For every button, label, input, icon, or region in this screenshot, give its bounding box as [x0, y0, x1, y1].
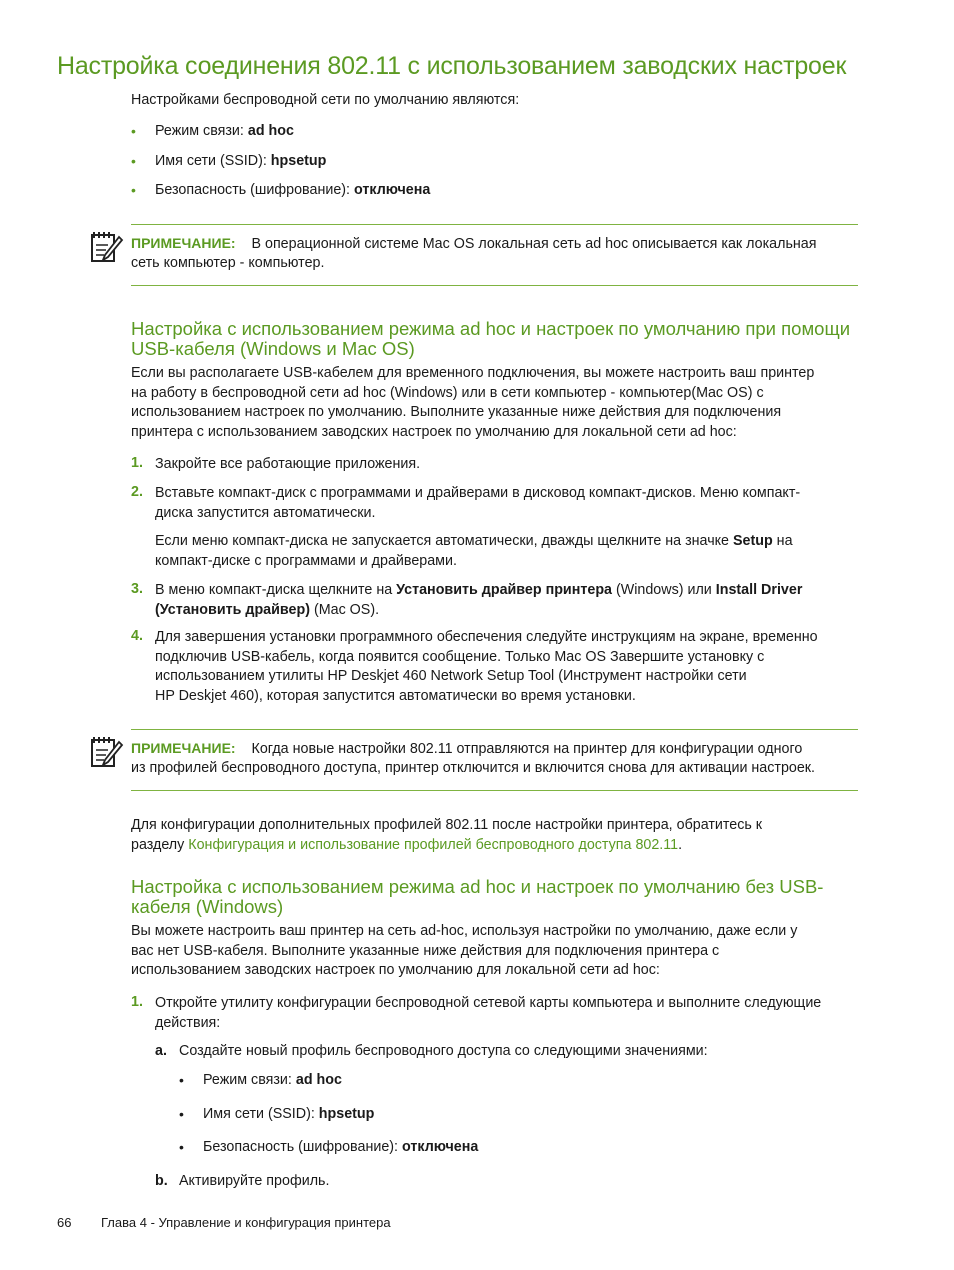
step-number: 1.: [131, 455, 143, 471]
step-number: 3.: [131, 581, 143, 597]
setting-label: Режим связи:: [155, 123, 248, 139]
step-line: HP Deskjet 460), которая запустится автоматически во время установки.: [155, 687, 636, 704]
step-line: Вставьте компакт-диск с программами и драйверами в дисковод компакт-дисков. Меню компакт-: [155, 485, 801, 501]
paragraph-line: принтера с использованием заводских настроек по умолчанию для локальной сети ad hoc:: [131, 423, 737, 440]
setting-value: отключена: [353, 182, 431, 198]
paragraph-line: .: [678, 836, 683, 853]
step-number: 1.: [131, 994, 143, 1010]
note-2: [131, 739, 858, 760]
paragraph-line: на работу в беспроводной сети ad hoc (Windows) или в сети компьютер - компьютер(Mac OS) с: [131, 384, 764, 401]
note-text: из профилей беспроводного доступа, принтер отключится и включится снова для активации настроек.: [131, 760, 816, 776]
profiles-link[interactable]: Конфигурация и использование профилей беспроводного доступа 802.11: [188, 836, 679, 853]
step-subtext: [155, 532, 793, 571]
setting-label: Безопасность (шифрование):: [203, 1139, 402, 1155]
step-line: Для завершения установки программного обеспечения следуйте инструкциям на экране, временно: [155, 629, 818, 645]
note-1: [131, 234, 858, 255]
bullet-icon: •: [179, 1139, 184, 1155]
step-text: [155, 484, 800, 523]
paragraph-line: использованием заводских настроек по умолчанию для локальной сети ad hoc:: [131, 962, 660, 978]
substep-label: b.: [155, 1173, 168, 1189]
note-text: В операционной системе Mac OS локальная сеть ad hoc описывается как локальная: [251, 236, 817, 252]
step-text: [155, 994, 821, 1033]
step-line: компакт-диске с программами и драйверами.: [155, 552, 457, 569]
setting-value: ad hoc: [295, 1072, 342, 1088]
setting-value: отключена: [401, 1139, 479, 1155]
substep-text: Создайте новый профиль беспроводного доступа со следующими значениями:: [179, 1043, 708, 1059]
step-line: (Mac OS).: [309, 601, 380, 618]
bold-term: (Установить драйвер): [155, 601, 310, 618]
section-paragraph: [131, 364, 814, 442]
section-heading: Настройка с использованием режима ad hoc и настроек по умолчанию без USB-: [131, 876, 824, 897]
step-line: В меню компакт-диска щелкните на: [155, 582, 397, 598]
note-text: сеть компьютер - компьютер.: [131, 255, 325, 271]
section-heading: кабеля (Windows): [131, 896, 284, 917]
setting-label: Имя сети (SSID):: [203, 1106, 319, 1122]
paragraph-line: Вы можете настроить ваш принтер на сеть ad-hoc, используя настройки по умолчанию, даже если у: [131, 923, 798, 939]
paragraph-line: вас нет USB-кабеля. Выполните указанные ниже действия для подключения принтера с: [131, 942, 720, 959]
bullet-icon: •: [179, 1106, 184, 1122]
substep-label: a.: [155, 1043, 167, 1059]
step-line: Если меню компакт-диска не запускается автоматически, дважды щелкните на значке: [155, 533, 733, 549]
page-number: 66: [57, 1215, 72, 1230]
step-text: [155, 581, 802, 620]
step-text: [155, 628, 818, 706]
bullet-icon: •: [131, 123, 136, 139]
note-label: ПРИМЕЧАНИЕ:: [131, 235, 236, 251]
section-paragraph: [131, 922, 797, 981]
step-line: (Windows) или: [612, 582, 716, 598]
setting-value: ad hoc: [247, 123, 294, 139]
note-icon: [89, 229, 125, 265]
setting-label: Имя сети (SSID):: [155, 153, 271, 169]
note-rule-top: [131, 729, 858, 730]
note-icon: [89, 734, 125, 770]
note-label: ПРИМЕЧАНИЕ:: [131, 740, 236, 756]
setting-label: Режим связи:: [203, 1072, 296, 1088]
step-line: действия:: [155, 1014, 221, 1031]
paragraph-line: разделу: [131, 836, 189, 853]
section-heading: USB-кабеля (Windows и Mac OS): [131, 338, 415, 359]
note-rule-bottom: [131, 285, 858, 286]
substep-text: Активируйте профиль.: [179, 1173, 330, 1189]
bullet-icon: •: [179, 1072, 184, 1088]
bold-term: Установить драйвер принтера: [396, 582, 612, 598]
bold-term: Install Driver: [715, 582, 803, 598]
step-number: 4.: [131, 628, 143, 644]
paragraph-line: Для конфигурации дополнительных профилей 802.11 после настройки принтера, обратитесь к: [131, 817, 763, 833]
intro-text: Настройками беспроводной сети по умолчанию являются:: [131, 92, 520, 108]
step-line: диска запустится автоматически.: [155, 504, 376, 521]
paragraph-line: Если вы располагаете USB-кабелем для временного подключения, вы можете настроить ваш принтер: [131, 365, 815, 381]
bullet-icon: •: [131, 182, 136, 198]
section-heading: Настройка с использованием режима ad hoc и настроек по умолчанию при помощи: [131, 318, 851, 339]
config-paragraph: [131, 816, 762, 855]
paragraph-line: использованием настроек по умолчанию. Выполните указанные ниже действия для подключения: [131, 404, 782, 420]
bullet-icon: •: [131, 153, 136, 169]
note-text: Когда новые настройки 802.11 отправляются на принтер для конфигурации одного: [251, 741, 803, 757]
setting-label: Безопасность (шифрование):: [155, 182, 354, 198]
setting-value: hpsetup: [270, 153, 327, 169]
step-text: Закройте все работающие приложения.: [155, 456, 421, 472]
step-line: Откройте утилиту конфигурации беспроводной сетевой карты компьютера и выполните следующие: [155, 995, 822, 1011]
page-title: Настройка соединения 802.11 с использованием заводских настроек: [57, 52, 847, 80]
step-number: 2.: [131, 484, 143, 500]
note-rule-top: [131, 224, 858, 225]
step-line: на: [772, 533, 793, 549]
footer-chapter: Глава 4 - Управление и конфигурация принтера: [101, 1215, 391, 1230]
note-rule-bottom: [131, 790, 858, 791]
step-line: подключив USB-кабель, когда появится сообщение. Только Mac OS Завершите установку с: [155, 648, 765, 665]
step-line: использованием утилиты HP Deskjet 460 Network Setup Tool (Инструмент настройки сети: [155, 668, 747, 684]
bold-term: Setup: [732, 533, 773, 549]
setting-value: hpsetup: [318, 1106, 375, 1122]
